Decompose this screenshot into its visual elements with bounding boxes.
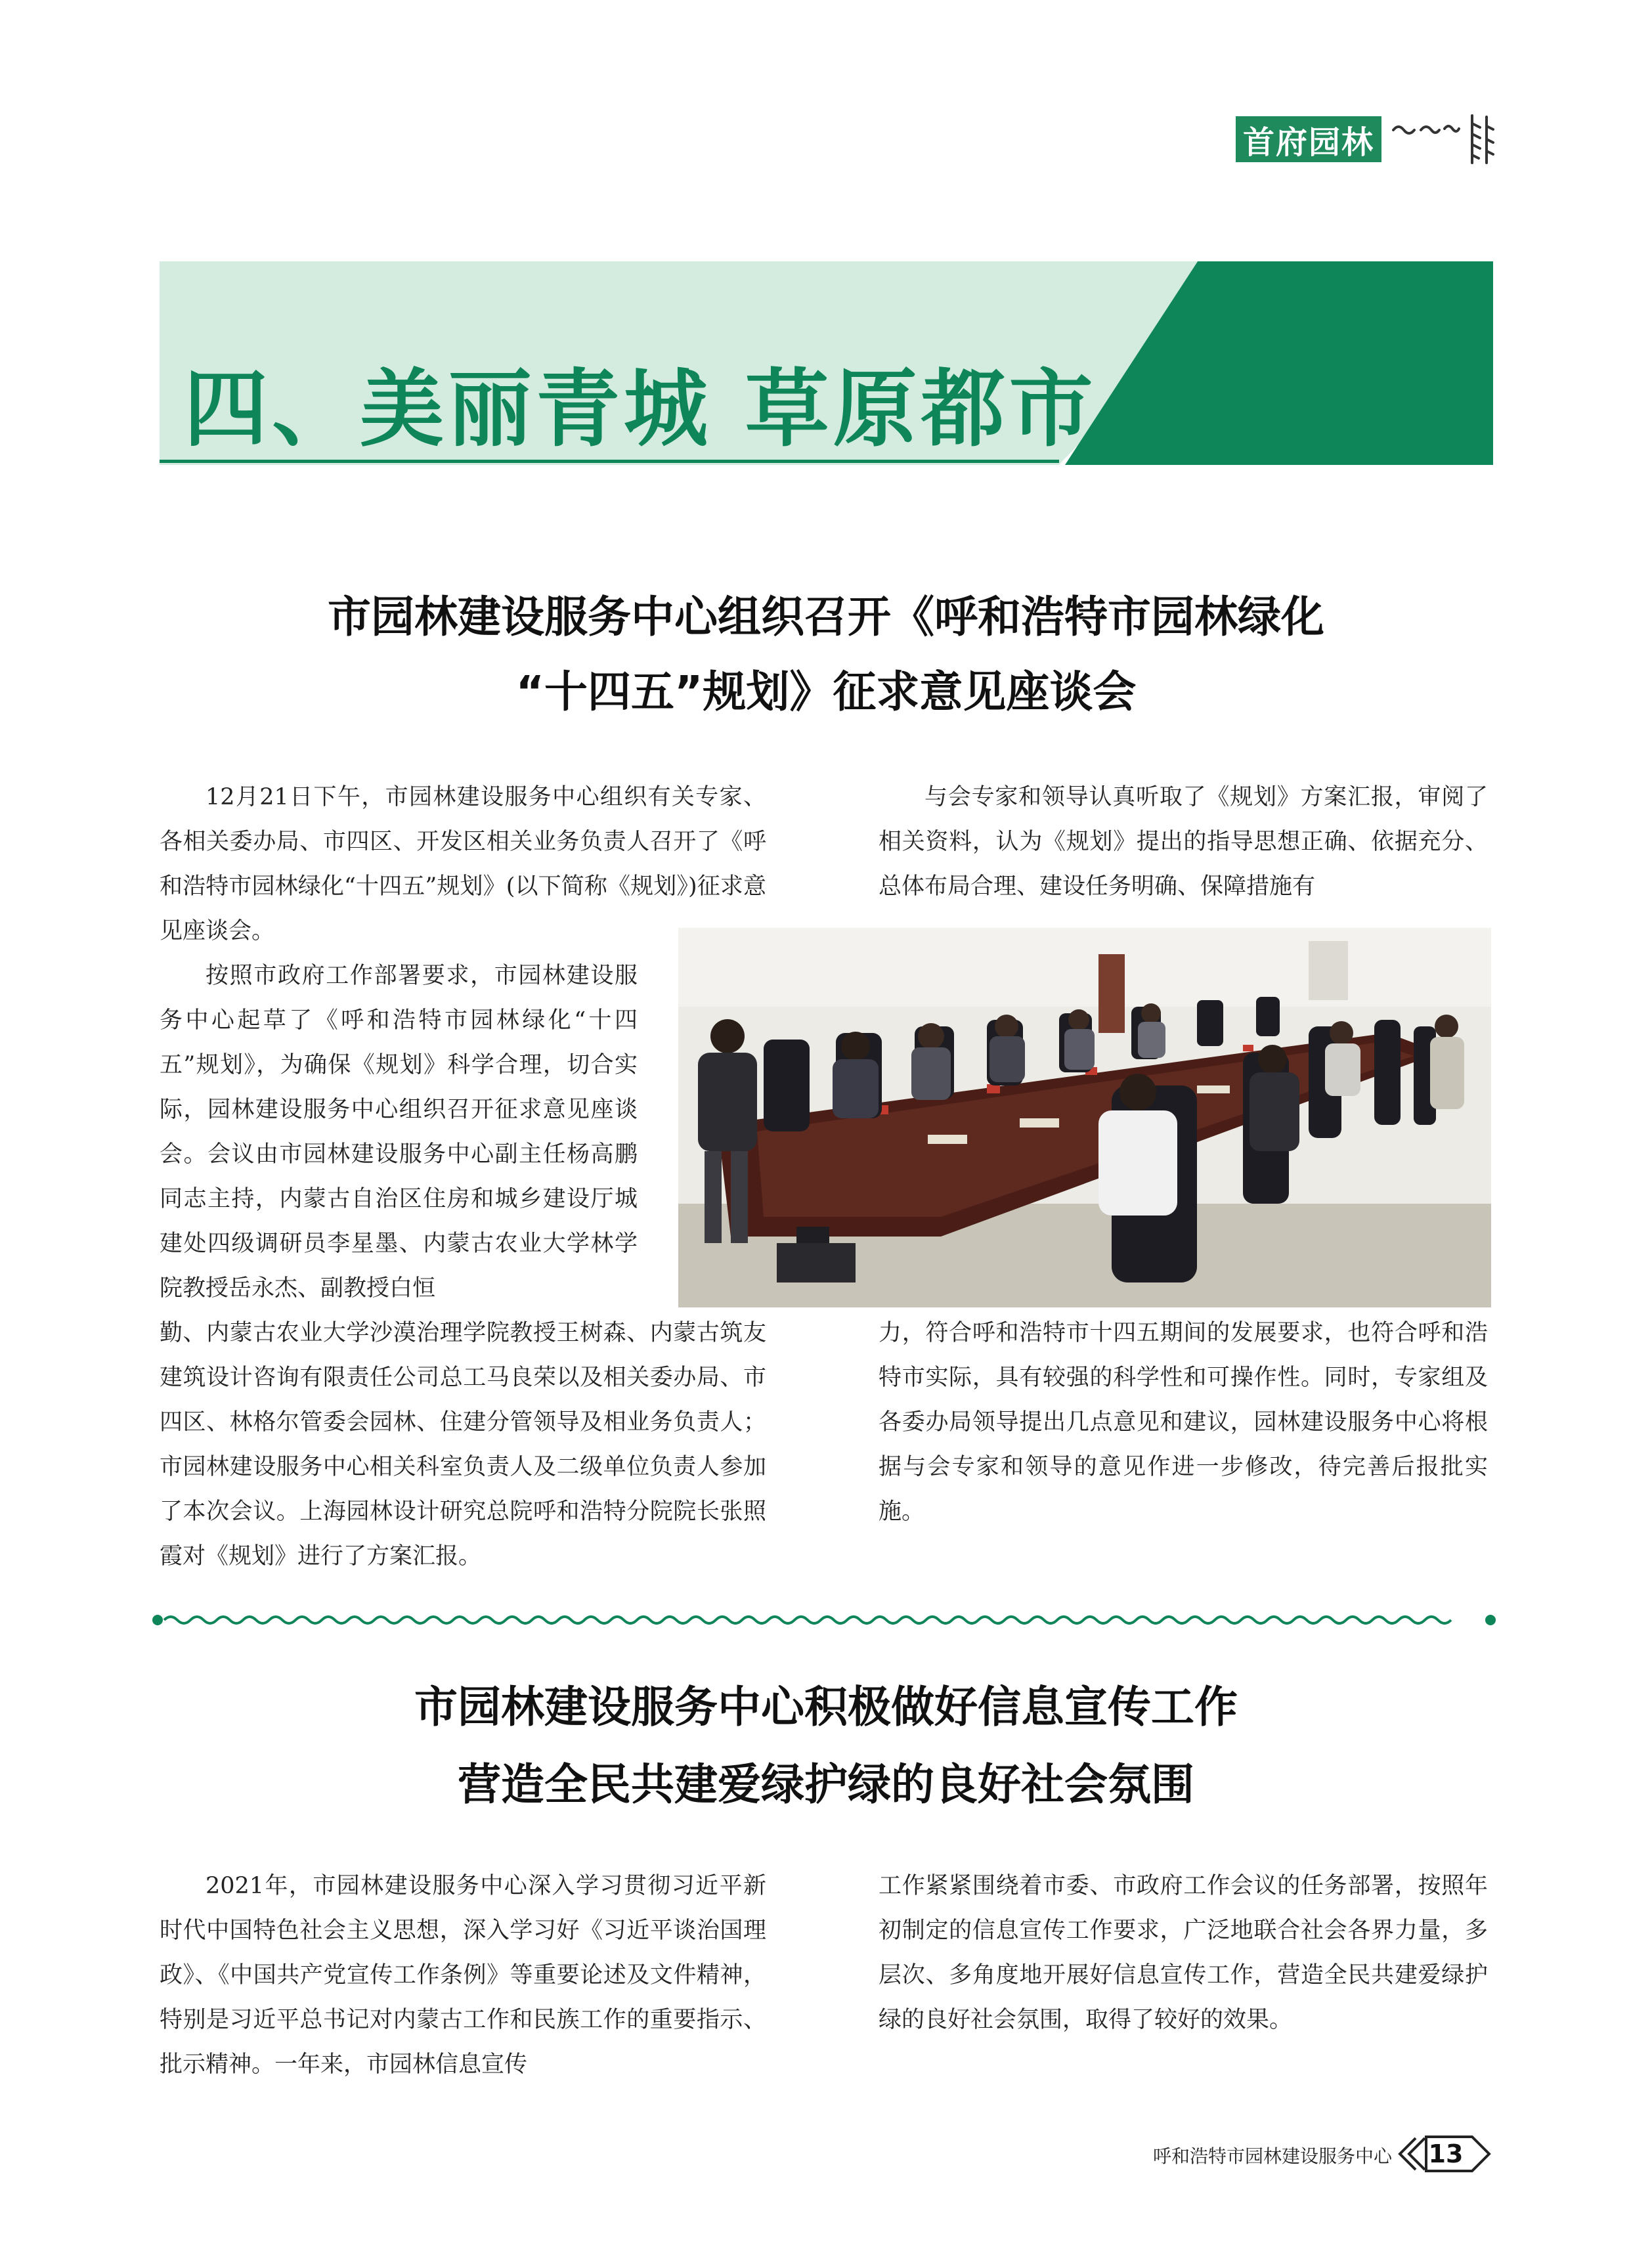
article2-right-paragraph-1: 工作紧紧围绕着市委、市政府工作会议的任务部署，按照年初制定的信息宣传工作要求，广泛地联合社会各界力量，多层次、多角度地开展好信息宣传工作，营造全民共建爱绿护绿的良好社会氛围，取得了较好的效果。 <box>879 1873 1488 2033</box>
article1-right-column-top <box>879 775 1488 909</box>
article1-headline-line1: 市园林建设服务中心组织召开《呼和浩特市园林绿化 <box>328 592 1324 642</box>
meeting-photo-illustration <box>678 928 1491 1307</box>
meeting-photo <box>678 928 1491 1307</box>
page-number: 13 <box>1428 2139 1464 2168</box>
article1-left-paragraph-1: 12月21日下午，市园林建设服务中心组织有关专家、各相关委办局、市四区、开发区相关业务负责人召开了《呼和浩特市园林绿化“十四五”规划》(以下简称《规划》)征求意见座谈会。 <box>160 784 766 944</box>
article2-left-column <box>160 1864 766 2087</box>
article2-headline-line1: 市园林建设服务中心积极做好信息宣传工作 <box>414 1682 1238 1732</box>
article1-right-column-bottom <box>879 1311 1488 1534</box>
article1-headline-line2: “十四五”规划》征求意见座谈会 <box>515 667 1137 717</box>
section-title: 四、美丽青城 草原都市 <box>184 361 1097 458</box>
section-divider <box>151 1612 1497 1628</box>
mongolian-script-logo <box>1387 110 1498 167</box>
article1-right-paragraph-1a: 与会专家和领导认真听取了《规划》方案汇报，审阅了相关资料，认为《规划》提出的指导思想正确、依据充分、总体布局合理、建设任务明确、保障措施有 <box>879 784 1488 900</box>
article1-left-paragraph-2a: 按照市政府工作部署要求，市园林建设服务中心起草了《呼和浩特市园林绿化“十四五”规划》，为确保《规划》科学合理，切合实际，园林建设服务中心组织召开征求意见座谈会。会议由市园林建设服务中心副主任杨高鹏同志主持，内蒙古自治区住房和城乡建设厅城建处四级调研员李星墨、内蒙古农业大学林学院教授岳永杰、副教授白恒 <box>160 963 638 1302</box>
masthead-brand: 首府园林 <box>1236 116 1381 162</box>
article1-left-column-narrow <box>160 953 638 1311</box>
article1-left-paragraph-2b: 勤、内蒙古农业大学沙漠治理学院教授王树森、内蒙古筑友建筑设计咨询有限责任公司总工马良荣以及相关委办局、市四区、林格尔管委会园林、住建分管领导及相业务负责人；市园林建设服务中心相关科室负责人及二级单位负责人参加了本次会议。上海园林设计研究总院呼和浩特分院院长张照霞对《规划》进行了方案汇报。 <box>160 1320 766 1569</box>
article1-right-paragraph-1b: 力，符合呼和浩特市十四五期间的发展要求，也符合呼和浩特市实际，具有较强的科学性和可操作性。同时，专家组及各委办局领导提出几点意见和建议，园林建设服务中心将根据与会专家和领导的意见作进一步修改，待完善后报批实施。 <box>879 1320 1488 1525</box>
article1-left-column-top <box>160 775 766 953</box>
article2-headline-line2: 营造全民共建爱绿护绿的良好社会氛围 <box>458 1759 1194 1810</box>
article2-left-paragraph-1: 2021年，市园林建设服务中心深入学习贯彻习近平新时代中国特色社会主义思想，深入学习好《习近平谈治国理政》、《中国共产党宣传工作条例》等重要论述及文件精神，特别是习近平总书记对内蒙古工作和民族工作的重要指示、批示精神。一年来，市园林信息宣传 <box>160 1873 766 2078</box>
article2-right-column <box>879 1864 1488 2042</box>
footer-organization: 呼和浩特市园林建设服务中心 <box>1152 2145 1392 2167</box>
article1-left-column-bottom <box>160 1311 766 1579</box>
section-banner-underline <box>160 460 1059 463</box>
